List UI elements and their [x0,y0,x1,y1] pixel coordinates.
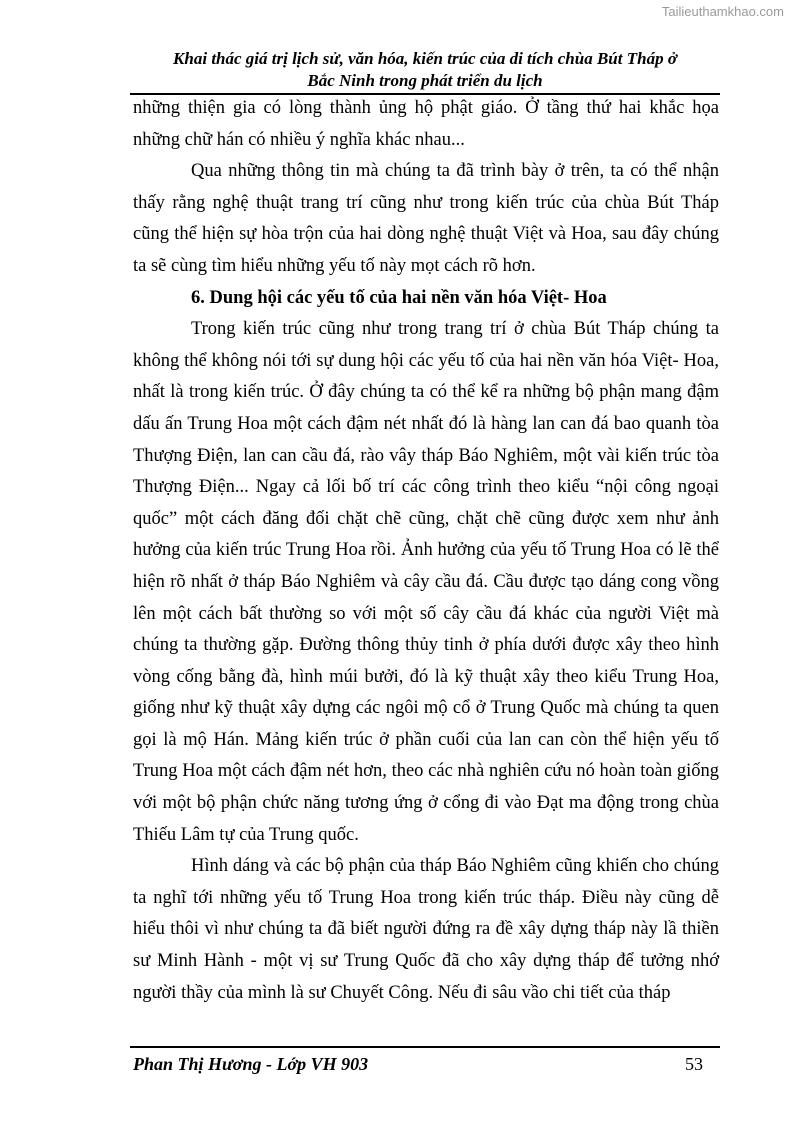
page-body [133,93,719,1009]
paragraph-summary: Qua những thông tin mà chúng ta đã trình bày ở trên, ta có thể nhận thấy rằng nghệ thuật trang trí cũng như trong kiến trúc của chùa Bút Tháp cũng thể hiện sự hòa trộn của hai dòng nghệ thuật Việt và Hoa, sau đây chúng ta sẽ cùng tìm hiểu những yếu tố này mọt cách rõ hơn. [133,161,719,276]
page-number: 53 [685,1054,703,1074]
running-header [130,48,720,92]
footer-author: Phan Thị Hương - Lớp VH 903 [133,1054,369,1074]
section-heading: 6. Dung hội các yếu tố của hai nền văn hóa Việt- Hoa [191,287,607,308]
header-line-2: Bắc Ninh trong phát triển du lịch [307,71,543,90]
header-line-1: Khai thác giá trị lịch sử, văn hóa, kiến trúc của di tích chùa Bút Tháp ở [173,49,677,68]
paragraph-architecture: Trong kiến trúc cũng như trong trang trí ở chùa Bút Tháp chúng ta không thể không nói tới sự dung hội các yếu tố của hai nền văn hóa Việt- Hoa, nhất là trong kiến trúc. Ở đây chúng ta có thể kể ra những bộ phận mang đậm dấu ấn Trung Hoa một cách đậm nét nhất đó là hàng lan can đá bao quanh tòa Thượng Điện, lan can cầu đá, rào vây tháp Báo Nghiêm, một vài kiến trúc tòa Thượng Điện... Ngay cả lối bố trí các công trình theo kiểu “nội công ngoại quốc” một cách đăng đối chặt chẽ cũng, chặt chẽ cũng được xem như ảnh hưởng của kiến trúc Trung Hoa rồi. Ảnh hưởng của yếu tố Trung Hoa có lẽ thể hiện rõ nhất ở tháp Báo Nghiêm và cây cầu đá. Cầu được tạo dáng cong vồng lên một cách bất thường so với một số cây cầu đá khác của người Việt mà chúng ta thường gặp. Đường thông thủy tinh ở phía dưới được xây theo hình vòng cống bằng đà, hình múi bưởi, đó là kỹ thuật xây theo kiểu Trung Hoa, giống như kỹ thuật xây dựng các ngôi mộ cổ ở Trung Quốc mà chúng ta quen gọi là mộ Hán. Mảng kiến trúc ở phần cuối của lan can còn thể hiện yếu tố Trung Hoa một cách đậm nét hơn, theo các nhà nghiên cứu nó hoàn toàn giống với một bộ phận chức năng tương ứng ở cổng đi vào Đạt ma động trong chùa Thiếu Lâm tự của Trung quốc. [133,319,719,845]
footer-rule [130,1046,720,1048]
paragraph-tower: Hình dáng và các bộ phận của tháp Báo Nghiêm cũng khiến cho chúng ta nghĩ tới những yếu tố Trung Hoa trong kiến trúc tháp. Điều này cũng dễ hiểu thôi vì như chúng ta đã biết người đứng ra đề xây dựng tháp này lầ thiền sư Minh Hành - một vị sư Trung Quốc đã cho xây dựng tháp để tưởng nhớ người thầy của mình là sư Chuyết Công. Nếu đi sâu vầo chi tiết của tháp [133,856,719,1003]
watermark: Tailieuthamkhao.com [661,4,784,19]
paragraph-continuation: những thiện gia có lòng thành ủng hộ phật giáo. Ở tầng thứ hai khắc họa những chữ hán có nhiều ý nghĩa khác nhau... [133,98,719,150]
